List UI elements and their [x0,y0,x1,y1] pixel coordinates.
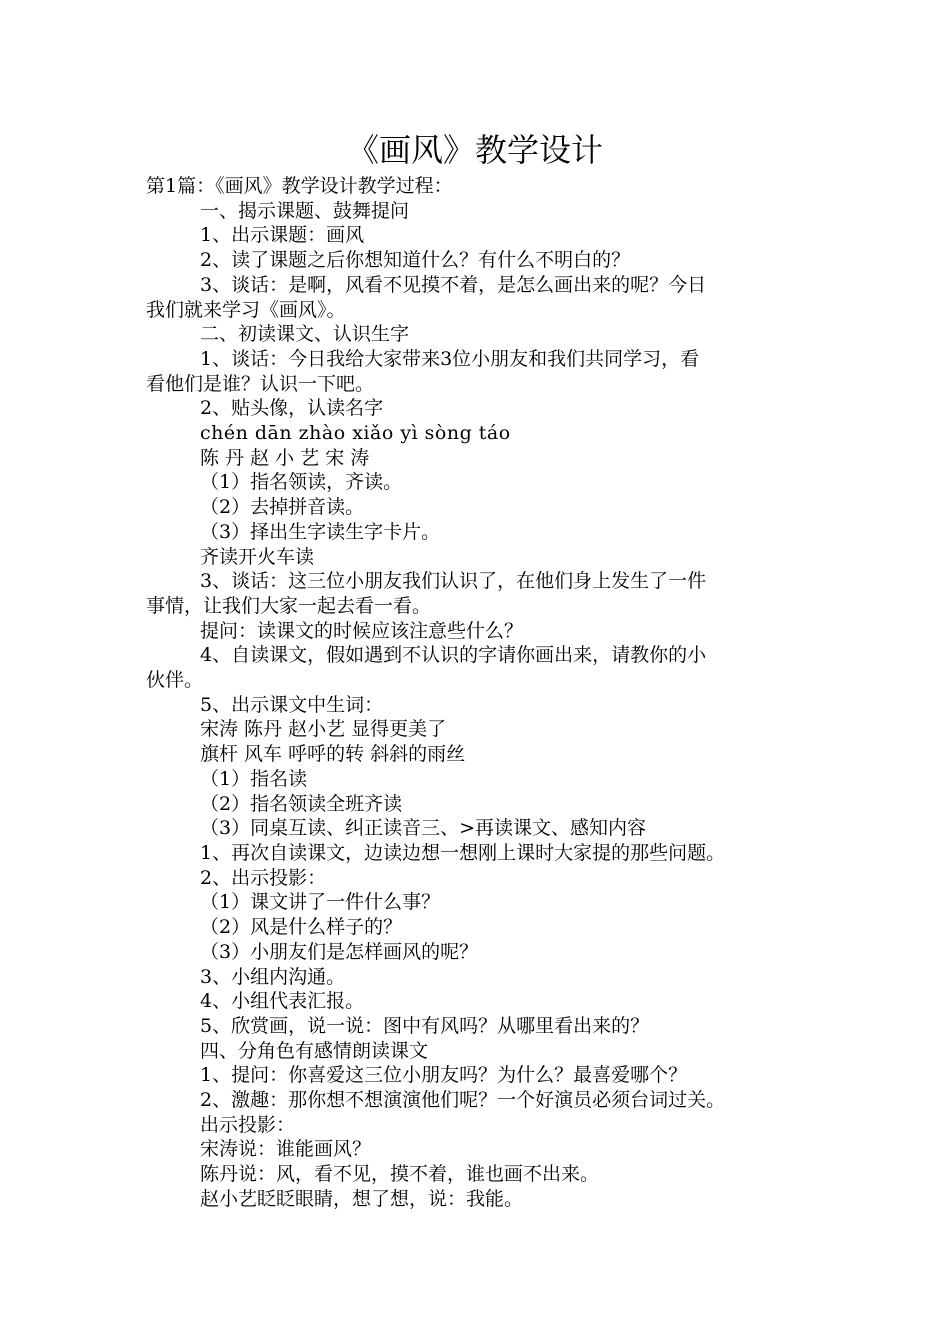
text-line: 1、提问：你喜爱这三位小朋友吗？为什么？最喜爱哪个？ [200,1064,688,1087]
text-line: 3、谈话：这三位小朋友我们认识了，在他们身上发生了一件 [200,570,707,593]
text-line: 5、欣赏画，说一说：图中有风吗？从哪里看出来的？ [200,1014,650,1037]
text-line: 伙伴。 [146,669,204,692]
text-line: （3）小朋友们是怎样画风的呢？ [200,940,479,963]
document-title: 《画风》教学设计 [346,131,603,169]
text-line: 赵小艺眨眨眼睛，想了想，说：我能。 [200,1187,524,1210]
text-line: （2）风是什么样子的？ [200,916,403,939]
text-line: （2）指名领读全班齐读 [200,792,403,815]
text-line: 5、出示课文中生词： [200,693,384,716]
text-line: 2、贴头像，认读名字 [200,397,384,420]
section-heading: 四、分角色有感情朗读课文 [200,1039,429,1062]
text-line: 旗杆 风车 呼呼的转 斜斜的雨丝 [200,743,466,766]
section-heading: 二、初读课文、认识生字 [200,323,410,346]
text-line: 第1篇：《画风》教学设计教学过程： [146,175,453,197]
text-line: （1）指名读 [200,767,308,790]
text-line: （1）指名领读，齐读。 [200,471,403,494]
text-line: 3、小组内沟通。 [200,965,346,988]
section-heading: 一、揭示课题、鼓舞提问 [200,199,410,222]
text-line: 事情，让我们大家一起去看一看。 [146,594,432,617]
text-line: 宋涛 陈丹 赵小艺 显得更美了 [200,718,447,741]
text-line: （2）去掉拼音读。 [200,496,365,519]
names-line: 陈 丹 赵 小 艺 宋 涛 [200,446,370,469]
text-line: （3）同桌互读、纠正读音三、>再读课文、感知内容 [200,817,647,840]
text-line: 4、小组代表汇报。 [200,990,365,1013]
text-line: （3）择出生字读生字卡片。 [200,520,441,543]
text-line: 2、出示投影： [200,866,327,889]
text-line: 2、激趣：那你想不想演演他们呢？一个好演员必须台词过关。 [200,1089,726,1112]
text-line: 1、谈话：今日我给大家带来3位小朋友和我们共同学习，看 [200,347,700,370]
text-line: 陈丹说：风，看不见，摸不着，谁也画不出来。 [200,1163,600,1186]
text-line: （1）课文讲了一件什么事？ [200,891,441,914]
text-line: 宋涛说：谁能画风？ [200,1138,372,1161]
text-line: 4、自读课文，假如遇到不认识的字请你画出来，请教你的小 [200,644,707,667]
text-line: 我们就来学习《画风》。 [146,298,346,321]
document-body [146,174,814,1212]
pinyin-line: chén dān zhào xiǎo yì sòng táo [200,422,511,445]
text-line: 3、谈话：是啊，风看不见摸不着，是怎么画出来的呢？今日 [200,273,707,296]
text-line: 1、再次自读课文，边读边想一想刚上课时大家提的那些问题。 [200,841,726,864]
text-line: 1、出示课题：画风 [200,224,365,247]
text-line: 2、读了课题之后你想知道什么？有什么不明白的？ [200,249,631,272]
text-line: 提问：读课文的时候应该注意些什么？ [200,619,524,642]
text-line: 看他们是谁？认识一下吧。 [146,372,375,395]
text-line: 齐读开火车读 [200,545,315,568]
text-line: 出示投影： [200,1113,296,1136]
